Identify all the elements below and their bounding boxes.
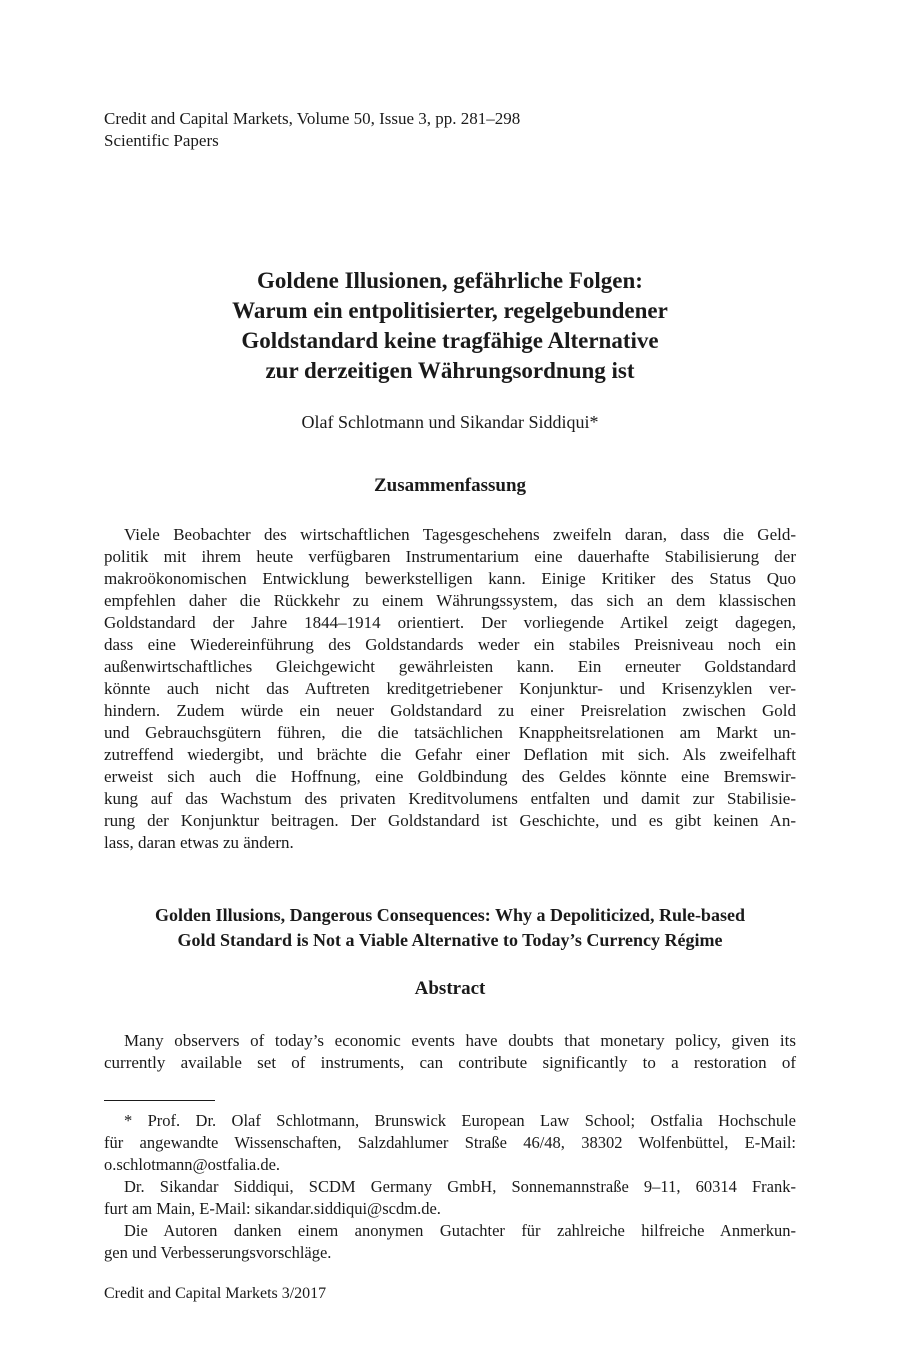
title-line: zur derzeitigen Währungsordnung ist <box>265 358 635 383</box>
footnote-line: furt am Main, E-Mail: sikandar.siddiqui@scdm.de. <box>104 1199 441 1218</box>
page-footer: Credit and Capital Markets 3/2017 <box>104 1285 327 1302</box>
text-line: currently available set of instruments, can contribute significantly to a restoration of <box>104 1053 796 1072</box>
title-line: Goldstandard keine tragfähige Alternative <box>241 328 659 353</box>
footnote-line: Dr. Sikandar Siddiqui, SCDM Germany GmbH, Sonnemannstraße 9–11, 60314 Frank- <box>124 1177 796 1196</box>
title-line: Gold Standard is Not a Viable Alternative to Today’s Currency Régime <box>177 930 723 950</box>
text-line: politik mit ihrem heute verfügbaren Instrumentarium eine dauerhafte Stabilisierung der <box>104 547 796 566</box>
title-line: Warum ein entpolitisierter, regelgebundener <box>232 298 668 323</box>
text-line: rung der Konjunktur beitragen. Der Goldstandard ist Geschichte, und es gibt keinen An- <box>104 811 796 830</box>
footnote <box>104 1176 796 1220</box>
text-line: zutreffend wiedergibt, und brächte die Gefahr einer Deflation mit sich. Als zweifelhaft <box>104 745 796 764</box>
text-line: hindern. Zudem würde ein neuer Goldstandard zu einer Preisrelation zwischen Gold <box>104 701 796 720</box>
title-line: Golden Illusions, Dangerous Consequences: Why a Depoliticized, Rule-based <box>155 905 745 925</box>
text-line: empfehlen daher die Rückkehr zu einem Währungssystem, das sich an dem klassischen <box>104 591 796 610</box>
text-line: lass, daran etwas zu ändern. <box>104 833 294 852</box>
article-title-en <box>104 903 796 953</box>
footnote-divider <box>104 1100 215 1101</box>
journal-section: Scientific Papers <box>104 131 219 150</box>
text-line: außenwirtschaftliches Gleichgewicht gewährleisten kann. Ein erneuter Goldstandard <box>104 657 796 676</box>
footnote <box>104 1220 796 1264</box>
summary-text-de <box>104 524 796 854</box>
text-line: und Gebrauchsgütern führen, die die tatsächlichen Knappheitsrelationen am Markt un- <box>104 723 796 742</box>
text-line: dass eine Wiedereinführung des Goldstandards weder ein stabiles Preisniveau noch ein <box>104 635 796 654</box>
text-line: könnte auch nicht das Auftreten kreditgetriebener Konjunktur- und Krisenzyklen ver- <box>104 679 796 698</box>
footnote-line: für angewandte Wissenschaften, Salzdahlumer Straße 46/48, 38302 Wolfenbüttel, E-Mail: <box>104 1133 796 1152</box>
text-line: Many observers of today’s economic events have doubts that monetary policy, given its <box>124 1031 796 1050</box>
footnote-line: * Prof. Dr. Olaf Schlotmann, Brunswick European Law School; Ostfalia Hochschule <box>124 1111 796 1130</box>
footnote-line: gen und Verbesserungsvorschläge. <box>104 1243 332 1262</box>
footnote-line: o.schlotmann@ostfalia.de. <box>104 1155 281 1174</box>
text-line: erweist sich auch die Hoffnung, eine Goldbindung des Geldes könnte eine Bremswir- <box>104 767 796 786</box>
footnote-line: Die Autoren danken einem anonymen Gutachter für zahlreiche hilfreiche Anmerkun- <box>124 1221 796 1240</box>
text-line: makroökonomischen Entwicklung bewerkstelligen kann. Einige Kritiker des Status Quo <box>104 569 796 588</box>
text-line: Viele Beobachter des wirtschaftlichen Tagesgeschehens zweifeln daran, dass die Geld- <box>124 525 796 544</box>
footnotes <box>104 1110 796 1264</box>
abstract-heading-en: Abstract <box>414 978 486 999</box>
article-title-de <box>104 266 796 386</box>
journal-citation: Credit and Capital Markets, Volume 50, Issue 3, pp. 281–298 <box>104 109 521 128</box>
footnote <box>104 1110 796 1176</box>
text-line: kung auf das Wachstum des privaten Kreditvolumens entfalten und damit zur Stabilisie- <box>104 789 796 808</box>
summary-heading-de: Zusammenfassung <box>373 475 527 496</box>
authors: Olaf Schlotmann und Sikandar Siddiqui* <box>301 412 599 432</box>
text-line: Goldstandard der Jahre 1844–1914 orientiert. Der vorliegende Artikel zeigt dagegen, <box>104 613 796 632</box>
abstract-text-en <box>104 1030 796 1074</box>
title-line: Goldene Illusionen, gefährliche Folgen: <box>257 268 643 293</box>
